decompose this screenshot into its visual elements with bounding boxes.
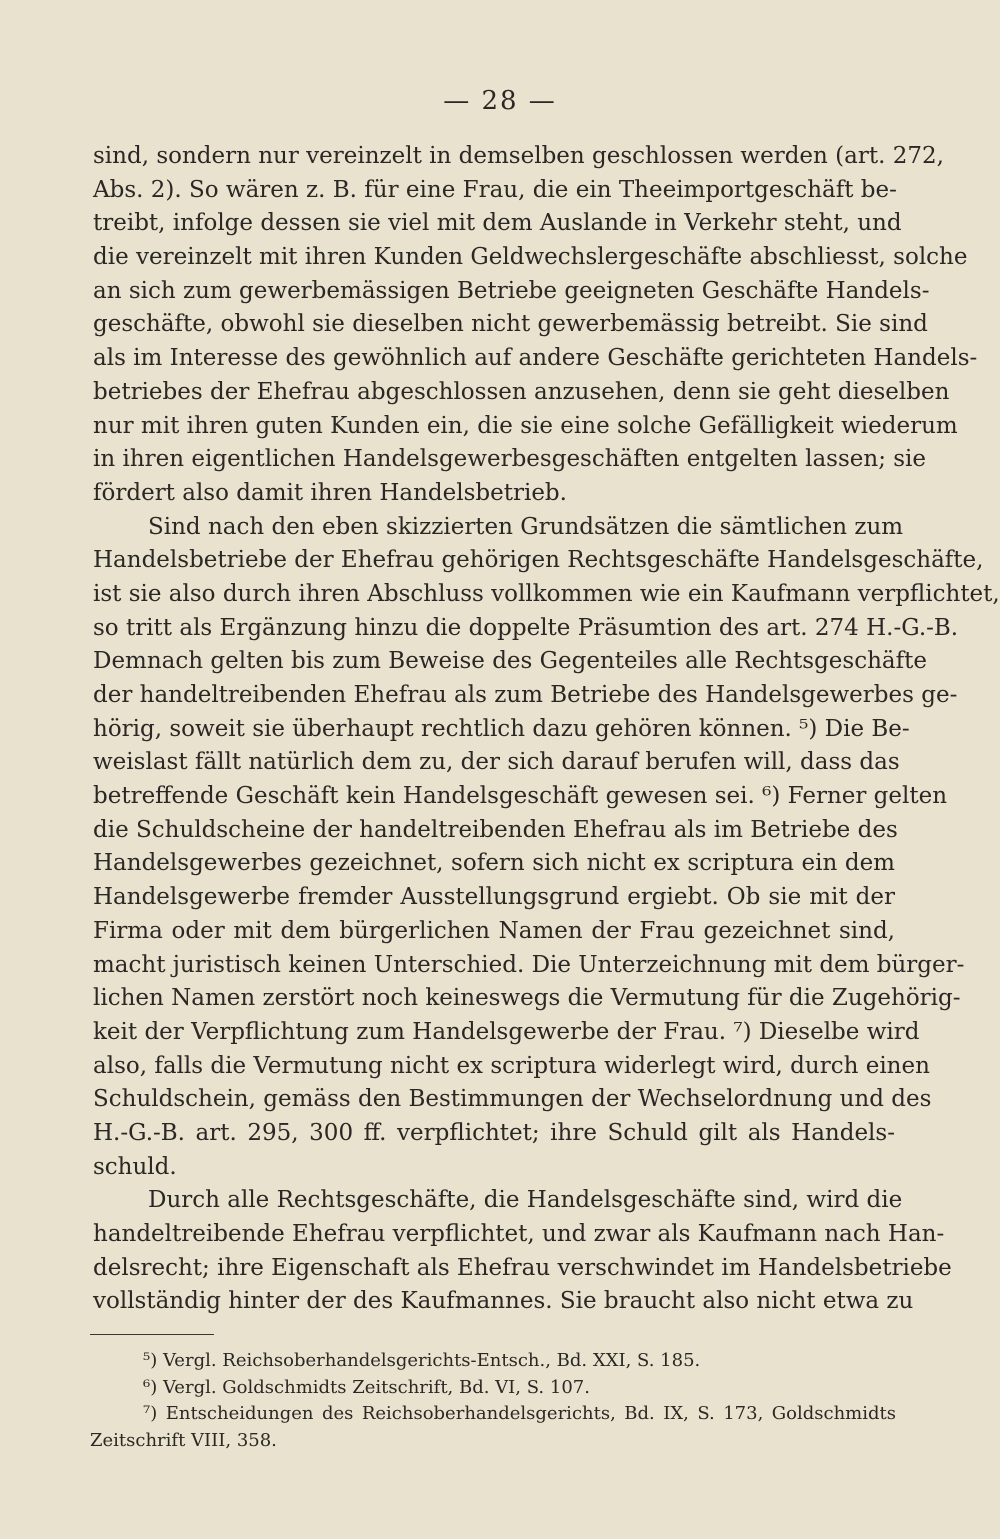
text-line: Handelsbetriebe der Ehefrau gehörigen Rechtsgeschäfte Handelsgeschäfte,: [93, 547, 984, 574]
text-line: als im Interesse des gewöhnlich auf andere Geschäfte gerichteten Handels-: [93, 345, 978, 372]
footnote: Zeitschrift VIII, 358.: [90, 1429, 277, 1451]
footnote-separator: [90, 1334, 214, 1335]
text-line: schuld.: [93, 1153, 177, 1180]
text-line: sind, sondern nur vereinzelt in demselben geschlossen werden (art. 272,: [93, 143, 944, 169]
text-line: Abs. 2). So wären z. B. für eine Frau, die ein Theeimportgeschäft be-: [93, 176, 897, 203]
text-line: die vereinzelt mit ihren Kunden Geldwechslergeschäfte abschliesst, solche: [93, 244, 968, 271]
text-line: ist sie also durch ihren Abschluss vollkommen wie ein Kaufmann verpflichtet,: [93, 580, 1000, 607]
text-line: Handelsgewerbe fremder Ausstellungsgrund ergiebt. Ob sie mit der: [93, 884, 895, 911]
text-line: nur mit ihren guten Kunden ein, die sie eine solche Gefälligkeit wiederum: [93, 412, 958, 439]
footnote: ⁷) Entscheidungen des Reichsoberhandelsgerichts, Bd. IX, S. 173, Goldschmidts: [143, 1403, 896, 1424]
text-line: lichen Namen zerstört noch keineswegs die Vermutung für die Zugehörig-: [93, 985, 961, 1012]
text-line: macht juristisch keinen Unterschied. Die Unterzeichnung mit dem bürger-: [93, 951, 965, 978]
text-line: in ihren eigentlichen Handelsgewerbesgeschäften entgelten lassen; sie: [93, 446, 927, 473]
text-line: die Schuldscheine der handeltreibenden Ehefrau als im Betriebe des: [93, 816, 898, 843]
text-line: geschäfte, obwohl sie dieselben nicht gewerbemässig betreibt. Sie sind: [93, 311, 928, 338]
text-line: H.-G.-B. art. 295, 300 ff. verpflichtet; ihre Schuld gilt als Handels-: [93, 1119, 895, 1146]
footnotes: [90, 1348, 896, 1454]
text-line: fördert also damit ihren Handelsbetrieb.: [93, 479, 567, 506]
text-line: Handelsgewerbes gezeichnet, sofern sich nicht ex scriptura ein dem: [93, 850, 895, 877]
text-line: Schuldschein, gemäss den Bestimmungen der Wechselordnung und des: [93, 1086, 932, 1113]
text-line: treibt, infolge dessen sie viel mit dem Auslande in Verkehr steht, und: [93, 210, 902, 237]
text-line: vollständig hinter der des Kaufmannes. Sie braucht also nicht etwa zu: [93, 1288, 914, 1315]
text-line: betriebes der Ehefrau abgeschlossen anzusehen, denn sie geht dieselben: [93, 378, 950, 405]
text-line: weislast fällt natürlich dem zu, der sich darauf berufen will, dass das: [93, 749, 900, 776]
text-line: so tritt als Ergänzung hinzu die doppelte Präsumtion des art. 274 H.-G.-B.: [93, 614, 959, 641]
footnote: ⁵) Vergl. Reichsoberhandelsgerichts-Entsch., Bd. XXI, S. 185.: [143, 1350, 701, 1371]
main-text: [93, 140, 1000, 1319]
text-line: also, falls die Vermutung nicht ex scriptura widerlegt wird, durch einen: [93, 1052, 930, 1079]
footnote: ⁶) Vergl. Goldschmidts Zeitschrift, Bd. VI, S. 107.: [143, 1376, 590, 1398]
text-line: der handeltreibenden Ehefrau als zum Betriebe des Handelsgewerbes ge-: [93, 682, 958, 708]
page-number: — 28 —: [443, 86, 557, 116]
text-line: hörig, soweit sie überhaupt rechtlich dazu gehören können. ⁵) Die Be-: [93, 715, 910, 742]
text-line: delsrecht; ihre Eigenschaft als Ehefrau verschwindet im Handelsbetriebe: [93, 1254, 952, 1281]
text-line: betreffende Geschäft kein Handelsgeschäft gewesen sei. ⁶) Ferner gelten: [93, 783, 948, 810]
text-line: Demnach gelten bis zum Beweise des Gegenteiles alle Rechtsgeschäfte: [93, 648, 927, 675]
text-line: Firma oder mit dem bürgerlichen Namen der Frau gezeichnet sind,: [93, 917, 895, 944]
text-line: Sind nach den eben skizzierten Grundsätzen die sämtlichen zum: [148, 513, 904, 540]
text-line: Durch alle Rechtsgeschäfte, die Handelsgeschäfte sind, wird die: [148, 1187, 903, 1214]
text-line: an sich zum gewerbemässigen Betriebe geeigneten Geschäfte Handels-: [93, 277, 930, 304]
text-line: handeltreibende Ehefrau verpflichtet, und zwar als Kaufmann nach Han-: [93, 1221, 945, 1247]
text-line: keit der Verpflichtung zum Handelsgewerbe der Frau. ⁷) Dieselbe wird: [93, 1018, 920, 1045]
